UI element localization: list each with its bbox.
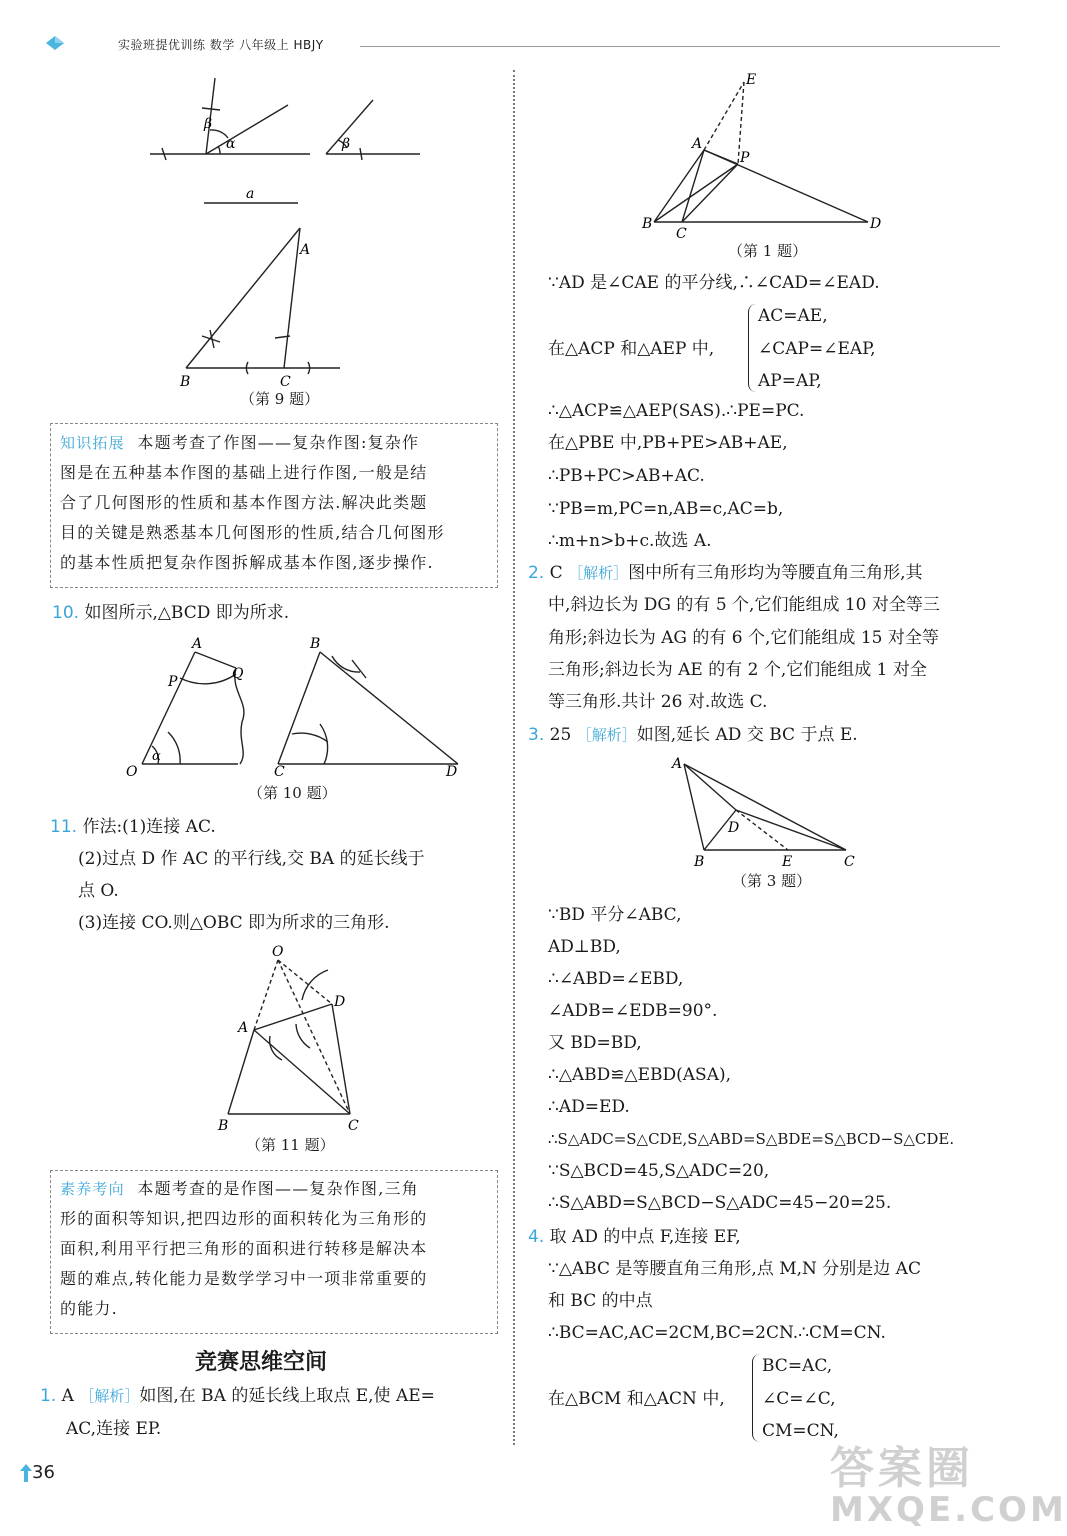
fig10-P-label: P [168,674,178,690]
fig11-B-label: B [218,1118,229,1134]
header-rule [360,46,1000,47]
r-line: ∵AD 是∠CAE 的平分线,∴∠CAD=∠EAD. [548,273,880,293]
q11-line: 点 O. [78,881,119,901]
q10-text: 如图所示,△BCD 即为所求. [84,603,290,623]
fig1-D-label: D [870,216,882,232]
box2-text [60,1174,428,1324]
r-line: ∴△ACP≌△AEP(SAS).∴PE=PC. [548,401,805,421]
fig10-O-label: O [126,764,138,780]
fig1-A-label: A [692,136,703,152]
fig11-caption: （第 11 题） [246,1136,335,1154]
q11-text: 作法:(1)连接 AC. [82,817,216,837]
sys1-row: AC=AE, [758,306,828,326]
figure-1 [636,68,896,242]
box1-line: 目的关键是熟悉基本几何图形的性质,结合几何图形 [60,523,445,542]
c2-line: 中,斜边长为 DG 的有 5 个,它们能组成 10 对全等三 [548,595,940,615]
box1-text [60,428,445,578]
fig1-C-label: C [676,226,687,242]
r3-line: ∴△ABD≌△EBD(ASA), [548,1065,732,1085]
page-number: 36 [32,1462,55,1483]
fig10-B-label: B [310,636,321,652]
q11-number: 11. [50,817,78,837]
watermark [830,1432,1067,1530]
r-line: ∵PB=m,PC=n,AB=c,AC=b, [548,499,784,519]
box2-line: 本题考查的是作图——复杂作图,三角 [137,1179,419,1198]
r-line: ∴PB+PC>AB+AC. [548,466,705,486]
q11-line [50,816,216,838]
box1-label: 知识拓展 [60,434,125,452]
figure-10 [120,632,470,782]
fig11-O-label: O [272,944,284,960]
watermark-line2: MXQE.COM [830,1490,1067,1530]
fig1-P-label: P [740,150,750,166]
box2-line: 形的面积等知识,把四边形的面积转化为三角形的 [60,1209,428,1228]
fig9-beta-label: β [204,116,213,132]
fig9-alpha-label: α [226,136,236,152]
fig3-A-label: A [672,756,683,772]
c4-line: ∵△ABC 是等腰直角三角形,点 M,N 分别是边 AC [548,1259,921,1279]
c2-text: 图中所有三角形均为等腰直角三角形,其 [628,563,923,583]
fig11-D-label: D [334,994,346,1010]
section-title: 竞赛思维空间 [195,1350,328,1375]
q11-line: (2)过点 D 作 AC 的平行线,交 BA 的延长线于 [78,849,425,869]
header-title: 实验班提优训练 数学 八年级上 HBJY [118,38,324,52]
r3-line: ∴∠ABD=∠EBD, [548,969,684,989]
box2-line: 的能力. [60,1299,118,1318]
r-line: 在△PBE 中,PB+PE>AB+AE, [548,433,788,453]
fig3-B-label: B [694,854,705,870]
sys2-row: CM=CN, [762,1421,839,1441]
c2-line: 等三角形.共计 26 对.故选 C. [548,692,768,712]
fig9-B-label: B [180,374,191,390]
fig9-C-label: C [280,374,291,390]
c2-line: 三角形;斜边长为 AE 的有 2 个,它们能组成 1 对全 [548,660,927,680]
box1-line: 合了几何图形的性质和基本作图方法.解决此类题 [60,493,428,512]
r3-line: ∴AD=ED. [548,1097,630,1117]
fig9-a-label: a [246,186,255,202]
box1-line: 图是在五种基本作图的基础上进行作图,一般是结 [60,463,428,482]
c2-line: 角形;斜边长为 AG 的有 6 个,它们能组成 15 对全等 [548,628,939,648]
fig10-D-label: D [446,764,458,780]
fig9-beta2-label: β [342,136,351,152]
fig10-Q-label: Q [232,666,244,682]
sys2-row: BC=AC, [762,1356,833,1376]
r3-line: AD⊥BD, [548,937,621,957]
r3-line: ∠ADB=∠EDB=90°. [548,1001,718,1021]
sys1-prefix: 在△ACP 和△AEP 中, [548,339,715,359]
fig10-A-label: A [192,636,203,652]
c3-analysis-tag: ［解析］ [576,726,637,744]
c3-line [528,724,858,746]
box1-line: 本题考查了作图——复杂作图:复杂作 [137,433,420,452]
sys2-row: ∠C=∠C, [762,1389,836,1409]
fig3-E-label: E [782,854,793,870]
figure-3 [666,752,866,872]
figure-9 [140,68,440,388]
r3-line: ∴S△ABD=S△BCD−S△ADC=45−20=25. [548,1193,892,1213]
fig1-B-label: B [642,216,653,232]
watermark-line1: 答案圈 [830,1443,974,1494]
fig10-caption: （第 10 题） [248,784,337,802]
r3-line: ∴S△ADC=S△CDE,S△ABD=S△BDE=S△BCD−S△CDE. [548,1130,955,1148]
c3-answer: 25 [549,725,572,745]
page-arrow-icon [20,1464,32,1482]
c1-analysis-tag: ［解析］ [79,1387,140,1405]
c4-number: 4. [528,1227,545,1247]
r3-line: ∵S△BCD=45,S△ADC=20, [548,1161,770,1181]
c4-text: 取 AD 的中点 F,连接 EF, [549,1227,741,1247]
c2-analysis-tag: ［解析］ [568,564,629,582]
box2-line: 题的难点,转化能力是数学学习中一项非常重要的 [60,1269,428,1288]
c2-number: 2. [528,563,545,583]
q10-number: 10. [52,603,80,623]
c2-answer: C [549,563,563,583]
fig3-D-label: D [728,820,740,836]
box1-line: 的基本性质把复杂作图拆解成基本作图,逐步操作. [60,553,434,572]
c4-line: 和 BC 的中点 [548,1291,653,1311]
fig10-alpha-label: α [152,749,161,764]
c1-line: AC,连接 EP. [66,1419,162,1439]
c3-text: 如图,延长 AD 交 BC 于点 E. [636,725,858,745]
r3-line: 又 BD=BD, [548,1033,642,1053]
c1-text: 如图,在 BA 的延长线上取点 E,使 AE= [139,1386,435,1406]
c4-line: ∴BC=AC,AC=2CM,BC=2CN.∴CM=CN. [548,1323,886,1343]
fig1-caption: （第 1 题） [728,242,808,260]
sys1-brace [748,304,757,392]
c2-line [528,562,922,584]
fig9-A-label: A [300,242,311,258]
r3-line: ∵BD 平分∠ABC, [548,905,682,925]
c1-line [40,1385,435,1407]
fig11-A-label: A [238,1020,249,1036]
sys1-row: ∠CAP=∠EAP, [758,339,876,359]
fig1-E-label: E [746,72,757,88]
fig3-C-label: C [844,854,855,870]
fig9-caption: （第 9 题） [240,390,320,408]
c1-answer: A [61,1386,74,1406]
sys2-prefix: 在△BCM 和△ACN 中, [548,1389,725,1409]
sys1-row: AP=AP, [758,371,822,391]
box2-line: 面积,利用平行把三角形的面积进行转移是解决本 [60,1239,428,1258]
fig3-caption: （第 3 题） [732,872,812,890]
q11-line: (3)连接 CO.则△OBC 即为所求的三角形. [78,913,390,933]
figure-11 [210,940,380,1134]
c4-line [528,1226,741,1248]
box2-label: 素养考向 [60,1180,125,1198]
fig10-C-label: C [274,764,285,780]
c1-number: 1. [40,1386,57,1406]
column-divider [513,70,515,1445]
page-header [30,32,980,56]
c3-number: 3. [528,725,545,745]
q10 [52,602,289,624]
sys2-brace [752,1354,761,1442]
book-logo-icon [44,34,66,52]
fig11-C-label: C [348,1118,359,1134]
r-line: ∴m+n>b+c.故选 A. [548,531,712,551]
